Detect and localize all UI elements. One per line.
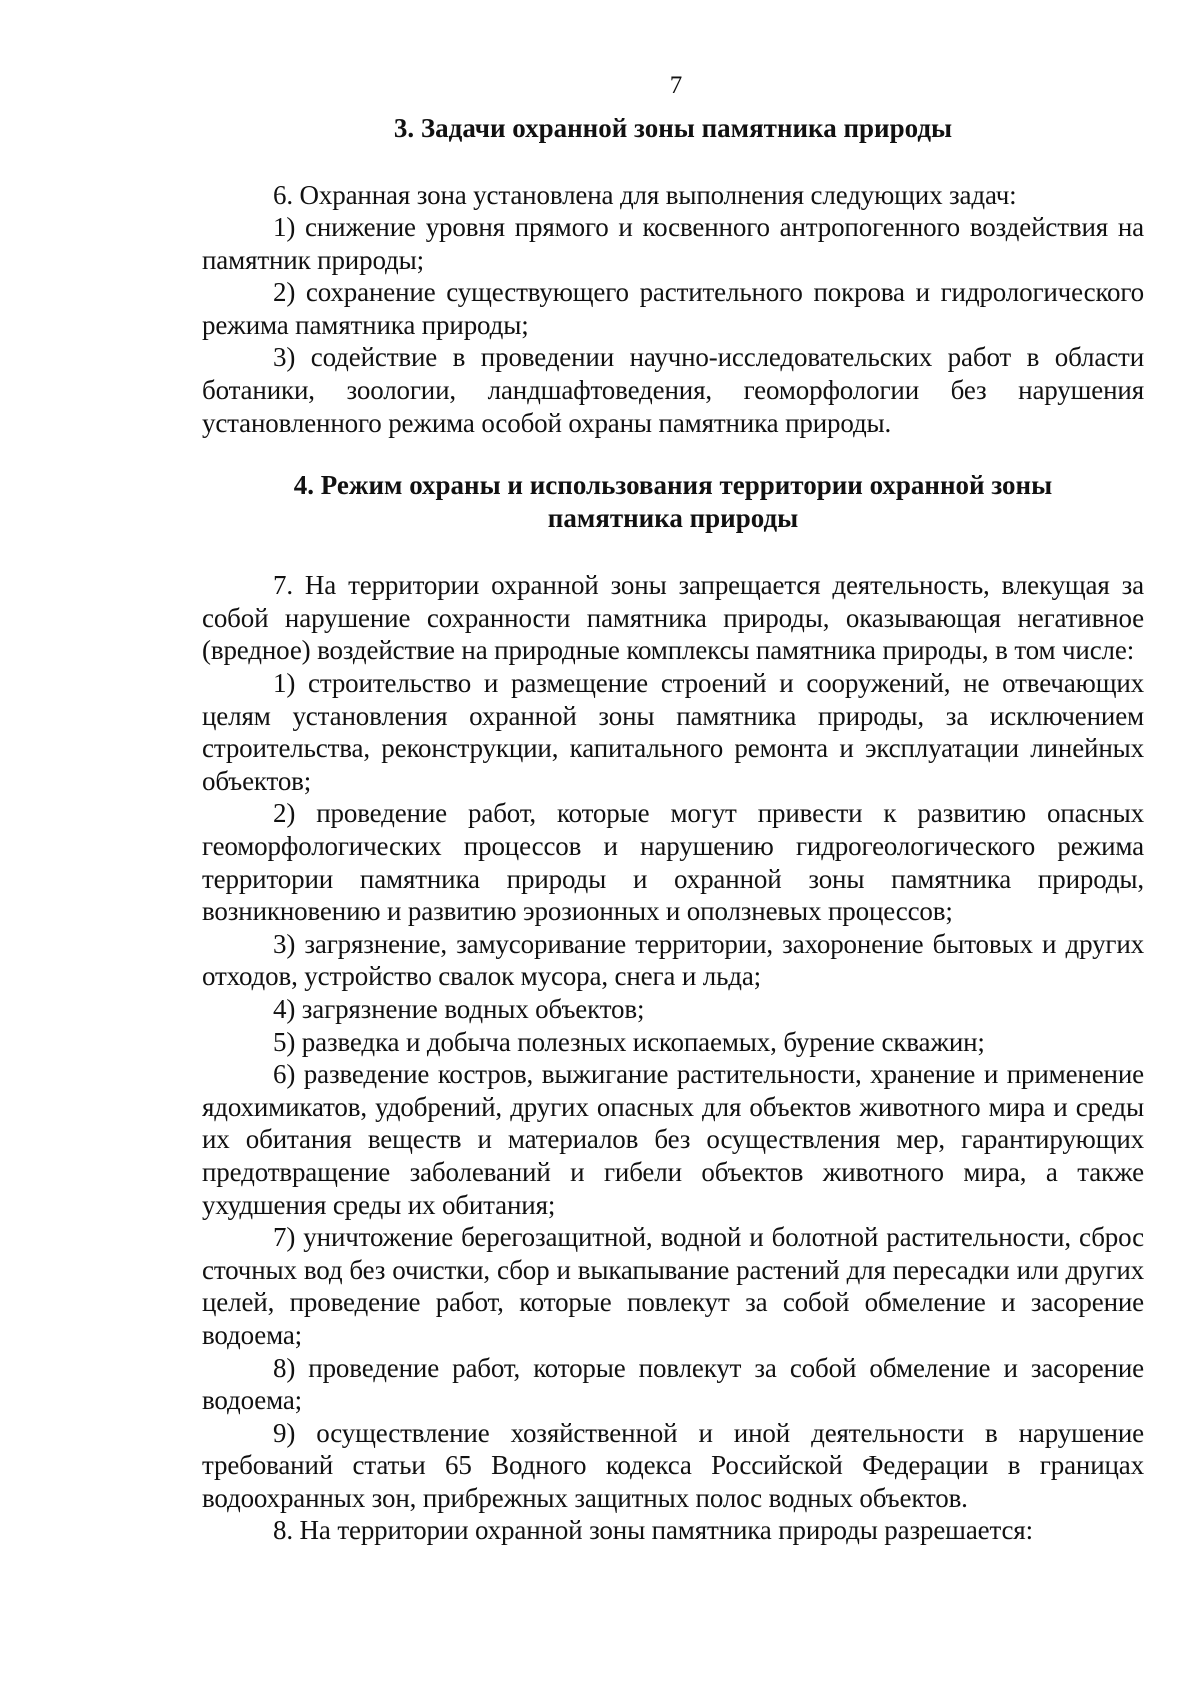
paragraph: 9) осуществление хозяйственной и иной деятельности в нарушение требований статьи 65 Водного кодекса Российской Федерации в границах водоохранных зон, прибрежных защитных полос водных объектов. [202,1417,1144,1513]
paragraph: 6) разведение костров, выжигание растительности, хранение и применение ядохимикатов, удобрений, других опасных для объектов животного мира и среды их обитания веществ и материалов без осуществления мер, гарантирующих предотвращение заболеваний и гибели объектов животного мира, а также ухудшения среды их обитания; [202,1059,1144,1220]
section-3-body [202,179,1144,440]
paragraph: 1) строительство и размещение строений и сооружений, не отвечающих целям установления охранной зоны памятника природы, за исключением строительства, реконструкции, капитального ремонта и эксплуатации линейных объектов; [202,668,1144,796]
paragraph: 3) загрязнение, замусоривание территории, захоронение бытовых и других отходов, устройство свалок мусора, снега и льда; [202,928,1144,992]
paragraph: 2) проведение работ, которые могут привести к развитию опасных геоморфологических процессов и нарушению гидрогеологического режима территории памятника природы и охранной зоны памятника природы, возникновению и развитию эрозионных и оползневых процессов; [202,798,1144,927]
paragraph: 8. На территории охранной зоны памятника природы разрешается: [273,1515,1033,1546]
paragraph: 7) уничтожение берегозащитной, водной и болотной растительности, сброс сточных вод без очистки, сбор и выкапывание растений для пересадки или других целей, проведение работ, которые повлекут за собой обмеление и засорение водоема; [202,1222,1144,1350]
paragraph: 6. Охранная зона установлена для выполнения следующих задач: [273,179,1017,210]
section-4-heading: 4. Режим охраны и использования территории охранной зоны памятника природы [293,470,1053,533]
paragraph: 2) сохранение существующего растительного покрова и гидрологического режима памятника природы; [202,277,1144,340]
paragraph: 3) содействие в проведении научно-исследовательских работ в области ботаники, зоологии, ландшафтоведения, геоморфологии без нарушения установленного режима особой охраны памятника природы. [202,342,1144,438]
paragraph: 7. На территории охранной зоны запрещается деятельность, влекущая за собой нарушение сохранности памятника природы, оказывающая негативное (вредное) воздействие на природные комплексы памятника природы, в том числе: [202,570,1144,666]
section-4-body [202,569,1144,1547]
paragraph: 8) проведение работ, которые повлекут за собой обмеление и засорение водоема; [202,1352,1144,1416]
section-3-heading: 3. Задачи охранной зоны памятника природы [393,113,953,143]
paragraph: 5) разведка и добыча полезных ископаемых, бурение скважин; [273,1026,985,1057]
page-number: 7 [669,72,683,99]
paragraph: 1) снижение уровня прямого и косвенного антропогенного воздействия на памятник природы; [202,212,1144,275]
document-body [202,112,1144,1547]
paragraph: 4) загрязнение водных объектов; [273,993,645,1024]
